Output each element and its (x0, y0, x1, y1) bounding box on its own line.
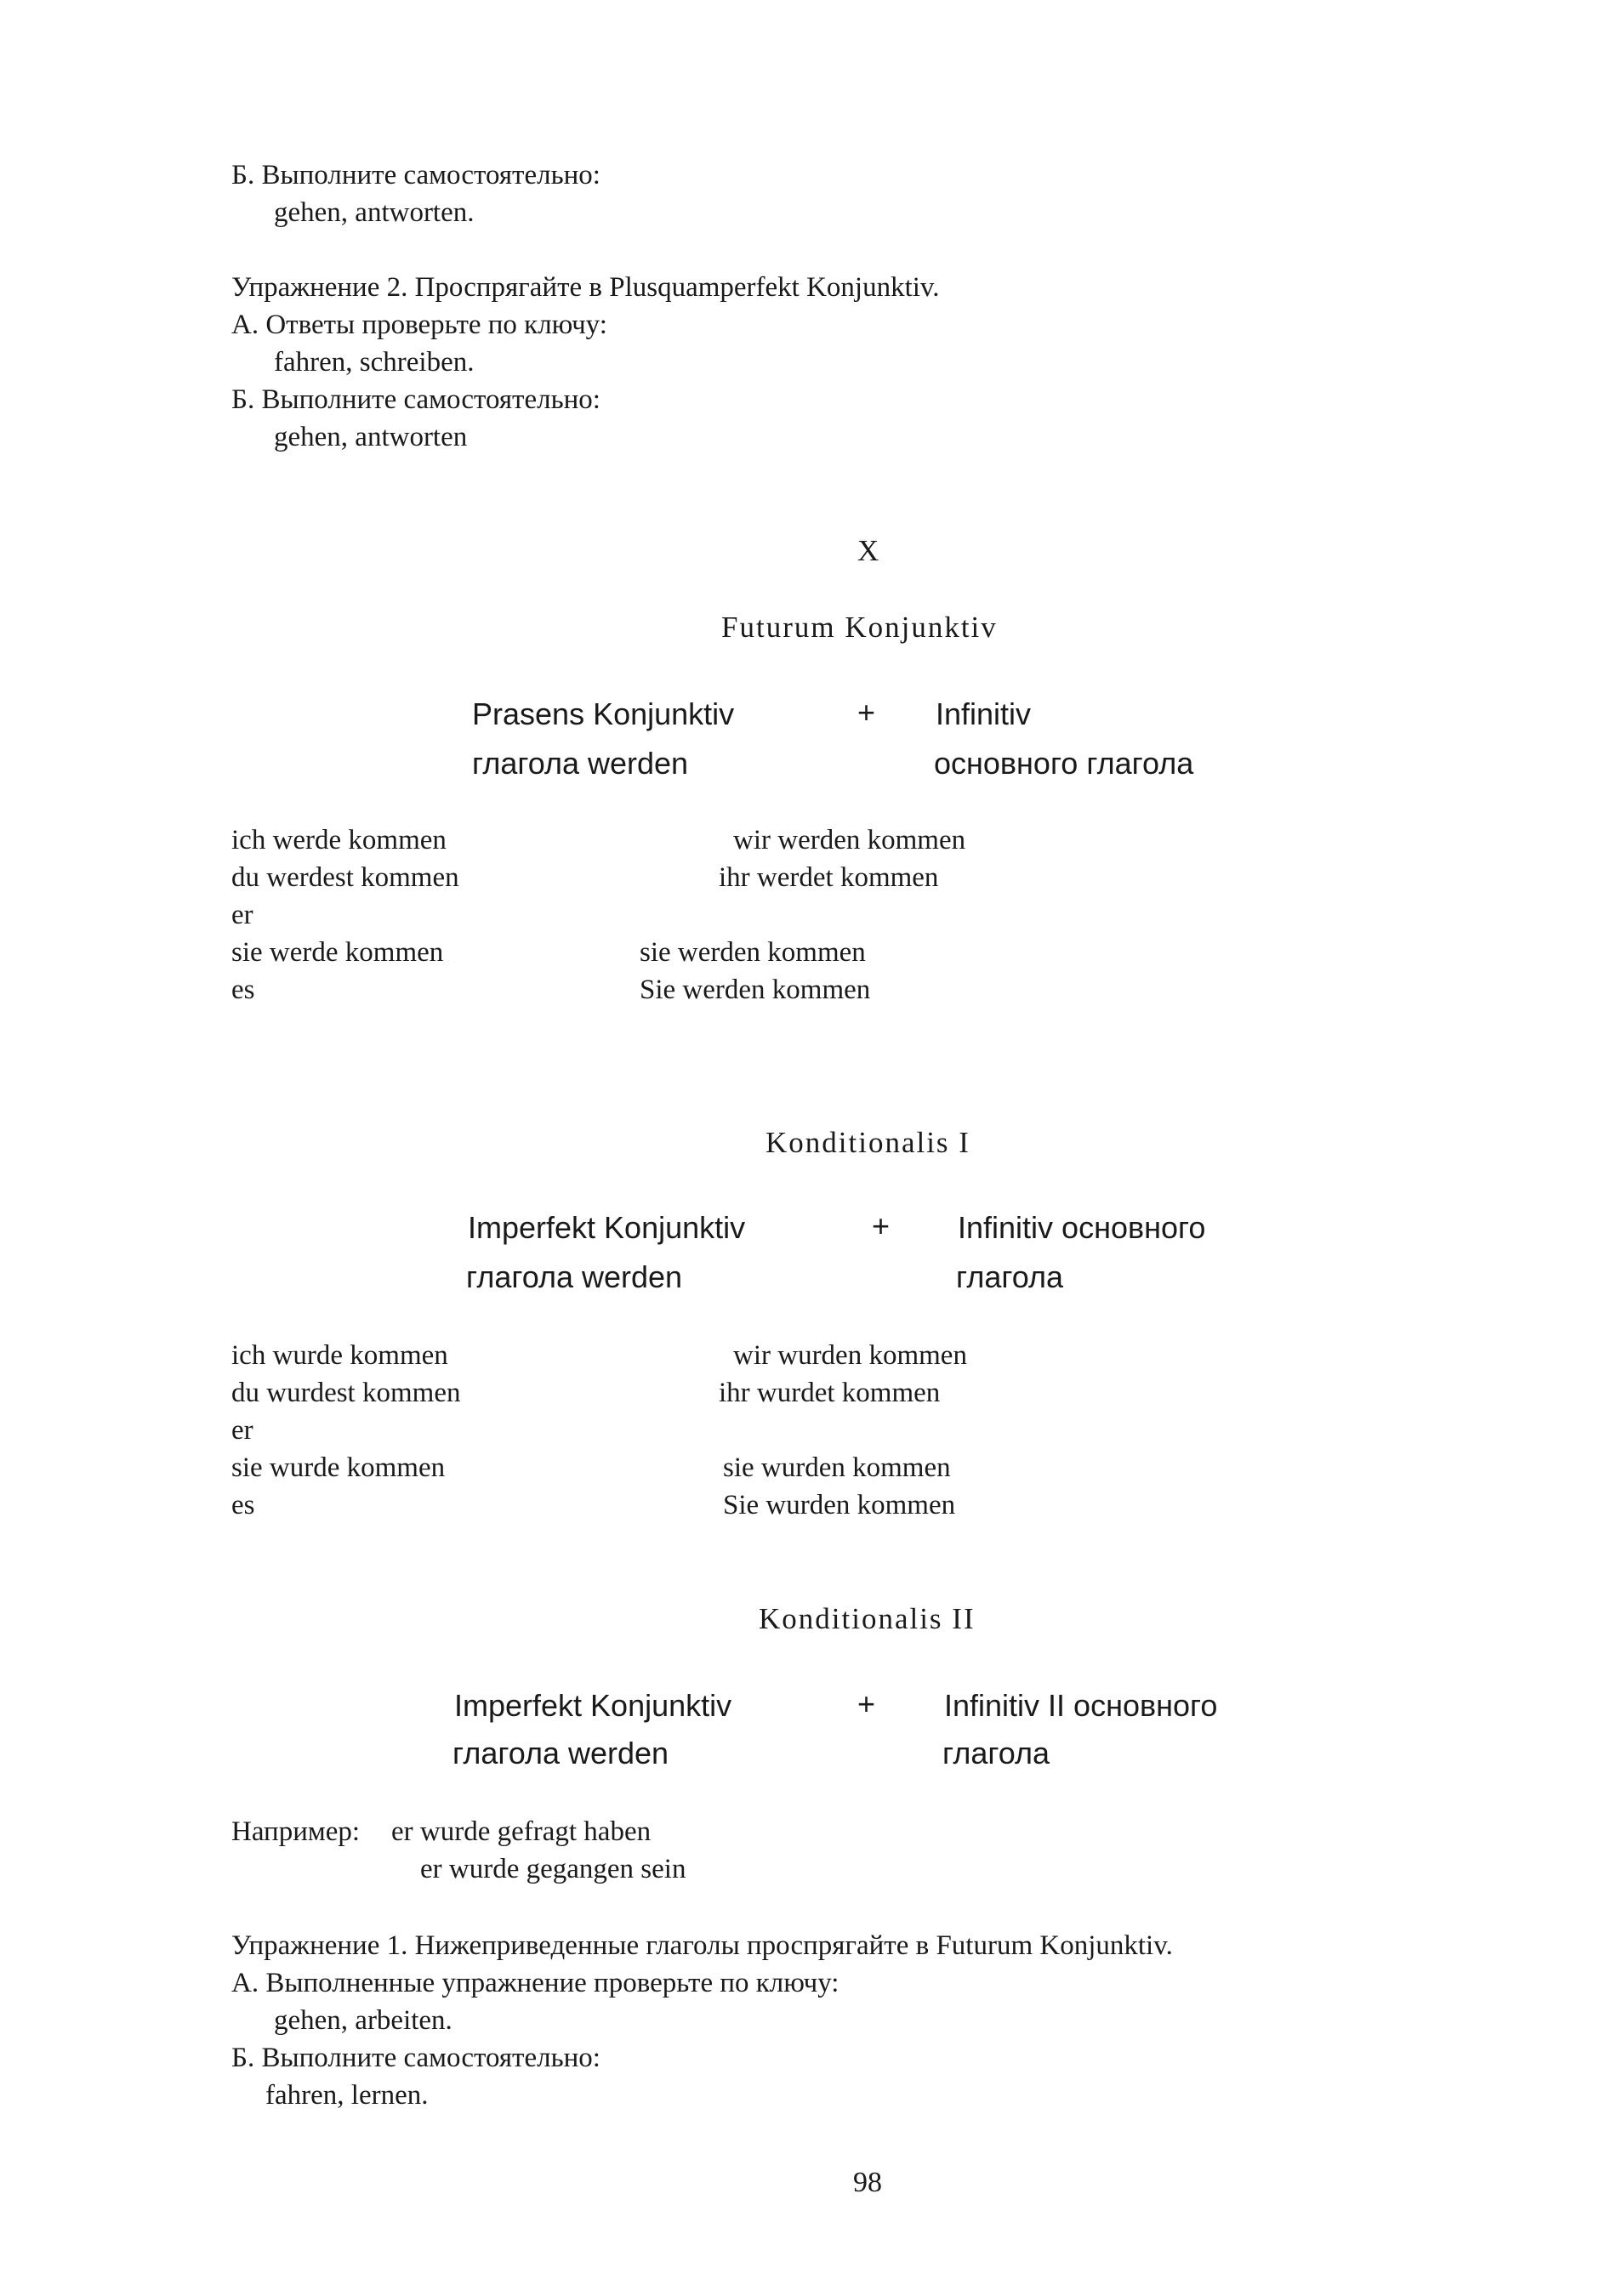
section-title-kond2: Konditionalis II (759, 1602, 976, 1635)
example-line: er wurde gefragt haben (391, 1816, 652, 1847)
text-line: Б. Выполните самостоятельно: (231, 384, 600, 415)
text-line: fahren, schreiben. (274, 347, 475, 378)
formula-left-line2: глагола werden (452, 1736, 669, 1770)
formula-left-line1: Prasens Konjunktiv (472, 696, 735, 731)
conj-es: es (231, 975, 255, 1005)
text-line: fahren, lernen. (265, 2080, 429, 2111)
text-line: Б. Выполните самостоятельно: (231, 2043, 600, 2073)
conj-ihr: ihr werdet kommen (719, 862, 939, 893)
conj-ich: ich wurde kommen (231, 1340, 448, 1371)
text-line: gehen, antworten. (274, 197, 475, 228)
formula-right-line2: глагола (942, 1736, 1050, 1770)
formula-plus: + (857, 695, 876, 730)
conj-wir: wir werden kommen (733, 825, 966, 855)
exercise-heading: Упражнение 2. Проспрягайте в Plusquamperfekt Konjunktiv. (231, 272, 940, 303)
section-number: X (857, 534, 881, 567)
example-label: Например: (231, 1816, 361, 1847)
text-line: Б. Выполните самостоятельно: (231, 160, 600, 190)
formula-right-line2: глагола (956, 1259, 1063, 1294)
section-title-futurum: Futurum Konjunktiv (721, 611, 998, 644)
conj-du: du werdest kommen (231, 862, 459, 893)
conj-es: es (231, 1490, 255, 1520)
formula-plus: + (857, 1686, 876, 1721)
conj-wir: wir wurden kommen (733, 1340, 967, 1371)
conj-du: du wurdest kommen (231, 1378, 461, 1408)
conj-ihr: ihr wurdet kommen (719, 1378, 941, 1408)
formula-right-line2: основного глагола (934, 746, 1194, 781)
example-line: er wurde gegangen sein (420, 1854, 686, 1884)
formula-left-line1: Imperfekt Konjunktiv (454, 1688, 732, 1723)
conj-sie: sie wurde kommen (231, 1452, 446, 1483)
formula-left-line1: Imperfekt Konjunktiv (468, 1210, 746, 1245)
formula-left-line2: глагола werden (472, 746, 689, 781)
text-line: А. Ответы проверьте по ключу: (231, 310, 607, 340)
formula-right-line1: Infinitiv основного (958, 1210, 1206, 1245)
section-title-kond1: Konditionalis I (765, 1126, 970, 1159)
exercise-heading: Упражнение 1. Нижеприведенные глаголы проспрягайте в Futurum Konjunktiv. (231, 1930, 1173, 1961)
text-line: gehen, antworten (274, 422, 468, 452)
conj-ich: ich werde kommen (231, 825, 447, 855)
formula-left-line2: глагола werden (466, 1259, 683, 1294)
formula-right-line1: Infinitiv (936, 696, 1032, 731)
conj-Sie-formal: Sie werden kommen (640, 975, 871, 1005)
formula-plus: + (872, 1208, 891, 1243)
conj-sie-plural: sie werden kommen (640, 937, 866, 968)
conj-Sie-formal: Sie wurden kommen (723, 1490, 956, 1520)
formula-right-line1: Infinitiv II основного (944, 1688, 1218, 1723)
page-number: 98 (853, 2167, 882, 2198)
conj-er: er (231, 900, 253, 930)
conj-sie-plural: sie wurden kommen (723, 1452, 951, 1483)
text-line: А. Выполненные упражнение проверьте по ключу: (231, 1968, 839, 1998)
conj-sie: sie werde kommen (231, 937, 444, 968)
text-line: gehen, arbeiten. (274, 2005, 452, 2036)
conj-er: er (231, 1415, 253, 1446)
